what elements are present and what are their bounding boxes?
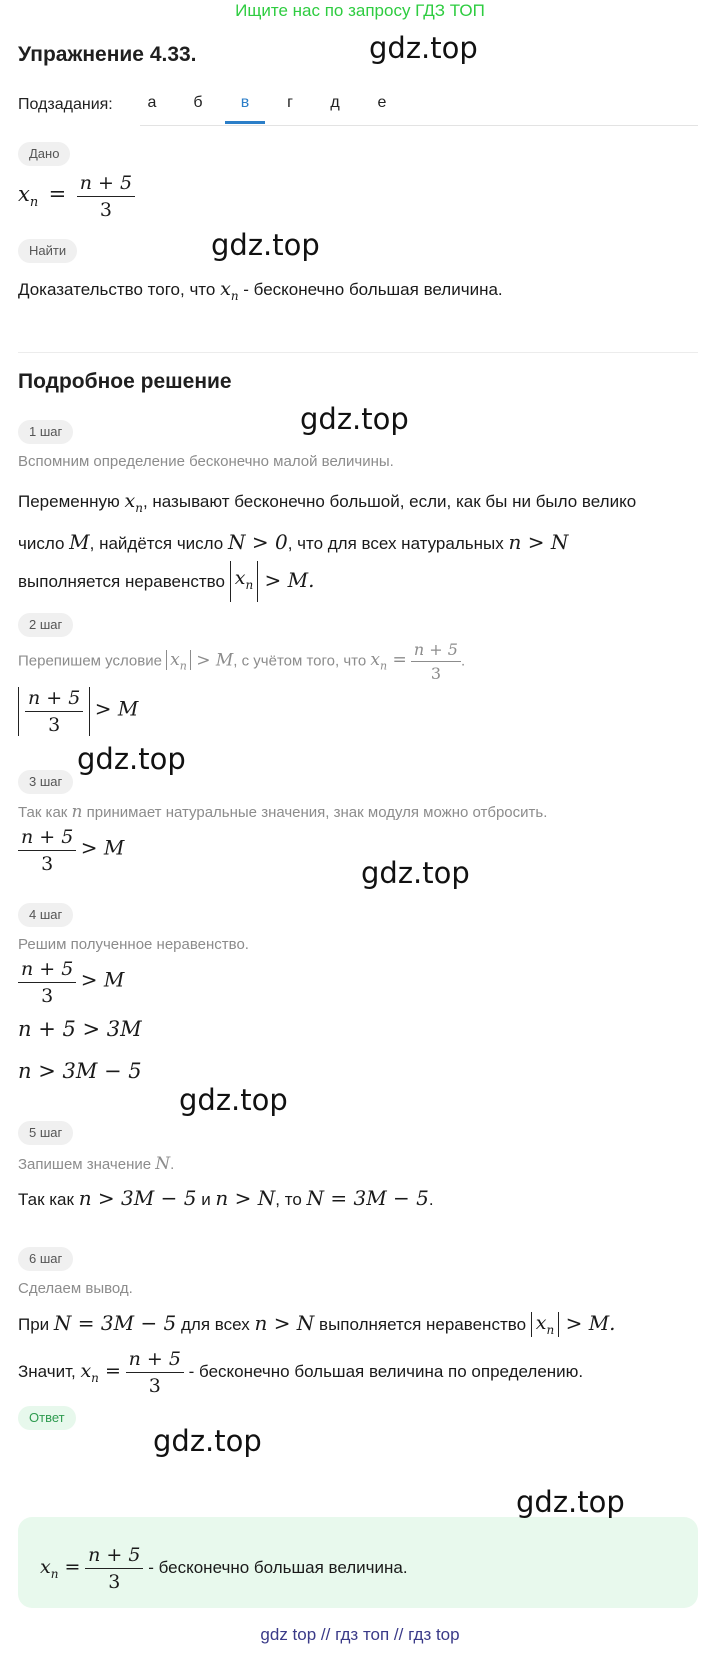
divider bbox=[18, 352, 698, 353]
given-lhs: x bbox=[18, 181, 30, 206]
tab-a[interactable]: а bbox=[147, 94, 157, 111]
tab-v[interactable]: в bbox=[225, 88, 265, 124]
step-5-hint: Запишем значение N. bbox=[18, 1154, 175, 1174]
step-5-pill: 5 шаг bbox=[18, 1121, 73, 1145]
tab-d[interactable]: д bbox=[330, 94, 340, 111]
step-3-hint: Так как n принимает натуральные значения, знак модуля можно отбросить. bbox=[18, 802, 548, 822]
step-4-pill: 4 шаг bbox=[18, 903, 73, 927]
find-text: Доказательство того, что $x_n$ - бесконечно большая величина. bbox=[18, 278, 503, 303]
answer-body: $x_n$ = $\frac{n + 5}{3}$ - бесконечно большая величина. bbox=[40, 1544, 408, 1593]
step-3-formula: $\frac{n + 5}{3}$ > M bbox=[18, 826, 124, 875]
footer-links[interactable]: gdz top // гдз топ // гдз top bbox=[260, 1625, 460, 1644]
watermark: gdz.top bbox=[179, 1083, 288, 1117]
watermark: gdz.top bbox=[77, 742, 186, 776]
step-2-hint: Перепишем условие $x_n > M$, с учётом того, что $x_n$ = $\frac{n + 5}{3}$ . bbox=[18, 640, 466, 683]
given-sub: n bbox=[29, 194, 39, 210]
given-den: 3 bbox=[99, 199, 112, 221]
subtasks-label: Подзадания: bbox=[18, 96, 113, 113]
step-2-pill: 2 шаг bbox=[18, 613, 73, 637]
step-1-body: Переменную $x_n$, называют бесконечно большой, если, как бы ни было велико число M, найдётся число N > 0, что для всех натуральных n > N выполняется неравенство $x_n > M$. bbox=[18, 484, 698, 602]
subtask-tabs bbox=[140, 88, 698, 126]
top-banner[interactable]: Ищите нас по запросу ГДЗ ТОП bbox=[235, 1, 485, 20]
step-6-pill: 6 шаг bbox=[18, 1247, 73, 1271]
find-pill: Найти bbox=[18, 239, 77, 263]
step-2-formula: $\frac{n + 5}{3}$ > M bbox=[18, 687, 138, 736]
step-1-pill: 1 шаг bbox=[18, 420, 73, 444]
watermark: gdz.top bbox=[300, 402, 409, 436]
step-1-hint: Вспомним определение бесконечно малой величины. bbox=[18, 453, 394, 470]
step-3-pill: 3 шаг bbox=[18, 770, 73, 794]
tab-g[interactable]: г bbox=[287, 94, 293, 111]
given-eq: = bbox=[48, 181, 67, 206]
solution-title: Подробное решение bbox=[18, 370, 232, 393]
step-4-formula-3: n > 3M − 5 bbox=[18, 1059, 142, 1083]
tab-b[interactable]: б bbox=[193, 94, 203, 111]
step-4-hint: Решим полученное неравенство. bbox=[18, 936, 249, 953]
given-formula bbox=[18, 172, 135, 221]
step-6-line-2: Значит, $x_n$ = $\frac{n + 5}{3}$ - бесконечно большая величина по определению. bbox=[18, 1348, 584, 1397]
answer-pill: Ответ bbox=[18, 1406, 76, 1430]
step-5-body: Так как n > 3M − 5 и n > N, то N = 3M − 5. bbox=[18, 1186, 434, 1210]
watermark: gdz.top bbox=[211, 228, 320, 262]
step-4-formula-2: n + 5 > 3M bbox=[18, 1017, 142, 1041]
page-title: Упражнение 4.33. bbox=[18, 43, 197, 66]
given-num: n + 5 bbox=[77, 172, 135, 197]
watermark: gdz.top bbox=[153, 1424, 262, 1458]
watermark: gdz.top bbox=[516, 1485, 625, 1519]
step-6-line-1: При N = 3M − 5 для всех n > N выполняется неравенство $x_n > M$. bbox=[18, 1311, 616, 1337]
given-pill: Дано bbox=[18, 142, 70, 166]
tab-e[interactable]: е bbox=[377, 94, 387, 111]
watermark: gdz.top bbox=[369, 31, 478, 65]
step-4-formula-1: $\frac{n + 5}{3}$ > M bbox=[18, 958, 124, 1007]
step-6-hint: Сделаем вывод. bbox=[18, 1280, 133, 1297]
watermark: gdz.top bbox=[361, 856, 470, 890]
